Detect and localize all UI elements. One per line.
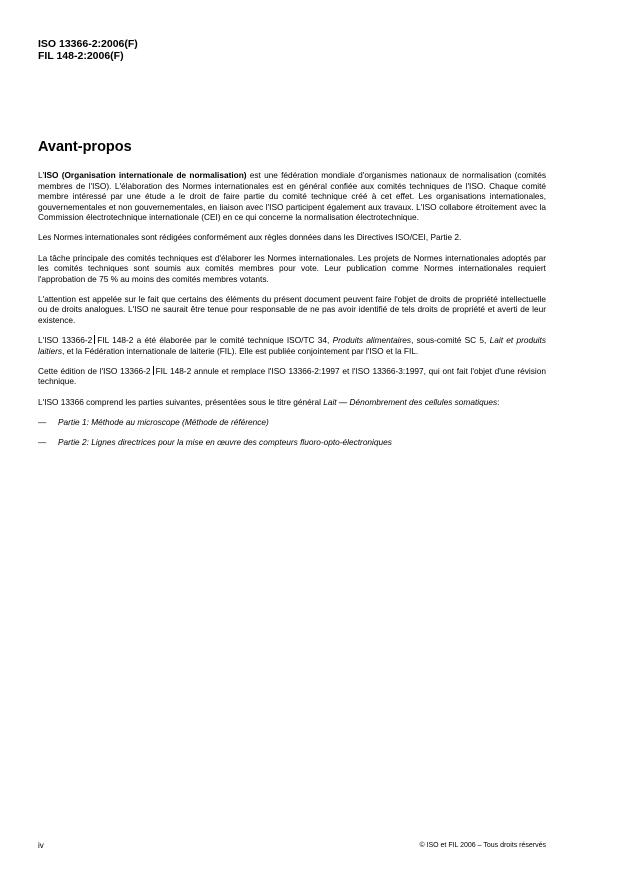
- p5-text-a: L'ISO 13366-2: [38, 335, 93, 346]
- p1-prefix: L': [38, 170, 45, 180]
- paragraph-iso-intro: [38, 170, 546, 223]
- foreword-body: [38, 170, 546, 458]
- p5-italic-milk: Lait et produits laitiers: [38, 335, 546, 356]
- copyright-notice: © ISO et FIL 2006 – Tous droits réservés: [419, 842, 546, 849]
- list-item-text: Partie 2: Lignes directrices pour la mise en œuvre des compteurs fluoro-opto-électroniques: [58, 437, 392, 448]
- p6-text-a: Cette édition de l'ISO 13366-2: [38, 365, 151, 376]
- document-header: [38, 38, 138, 62]
- separator-bar: [94, 335, 95, 344]
- list-item: [38, 437, 546, 448]
- p7-text-a: L'ISO 13366 comprend les parties suivantes, présentées sous le titre général: [38, 396, 324, 407]
- p1-text: est une fédération mondiale d'organismes nationaux de normalisation (comités membres de l'ISO). L'élaboration des Normes internationales est en général confiée aux comités techniques de l'ISO. Chaque comité membre intéressé par une étude a le droit de faire partie du comité technique créé à cet effet. Les organisations internationales, gouvernementales et non gouvernementales, en liaison avec l'ISO participent également aux travaux. L'ISO collabore étroitement avec la Commission électrotechnique internationale (CEI) en ce qui concerne la normalisation électrotechnique.: [38, 170, 547, 223]
- p5-text-b: FIL 148-2 a été élaborée par le comité technique ISO/TC 34,: [97, 335, 333, 346]
- paragraph-patent-notice: L'attention est appelée sur le fait que certains des éléments du présent document peuvent faire l'objet de droits de propriété intellectuelle ou de droits analogues. L'ISO ne saurait être tenue pour responsable de ne pas avoir identifié de tels droits de propriété et averti de leur existence.: [38, 293, 546, 326]
- p5-text-f: , et la Fédération internationale de laiterie (FIL). Elle est publiée conjointement par l'ISO et la FIL.: [61, 345, 419, 356]
- em-dash: —: [38, 416, 47, 427]
- p5-italic-food: Produits alimentaires: [332, 335, 412, 346]
- em-dash: —: [38, 437, 47, 448]
- paragraph-edition: [38, 366, 546, 387]
- paragraph-committees: La tâche principale des comités techniques est d'élaborer les Normes internationales. Les projets de Normes internationales adoptés par les comités techniques sont soumis aux comités membres pour vote. Leur publication comme Normes internationales requiert l'approbation de 75 % au moins des comités membres votants.: [38, 252, 546, 284]
- paragraph-directives: Les Normes internationales sont rédigées conformément aux règles données dans les Directives ISO/CEI, Partie 2.: [38, 232, 462, 243]
- page-number: iv: [38, 841, 44, 850]
- list-item-text: Partie 1: Méthode au microscope (Méthode de référence): [58, 416, 269, 427]
- list-item: [38, 417, 546, 428]
- header-iso-number: ISO 13366-2:2006(F): [38, 38, 138, 50]
- p6-text-b: FIL 148-2 annule et remplace l'ISO 13366-2:1997 et l'ISO 13366-3:1997, qui ont fait l'objet d'une révision technique.: [38, 365, 547, 387]
- separator-bar: [153, 366, 154, 375]
- paragraph-preparation: [38, 335, 546, 356]
- p7-text-c: :: [497, 396, 500, 407]
- p7-italic-title: Lait — Dénombrement des cellules somatiques: [323, 396, 498, 407]
- section-title: Avant-propos: [38, 139, 132, 155]
- paragraph-parts-intro: [38, 397, 546, 408]
- p1-bold-term: ISO (Organisation internationale de normalisation): [44, 170, 247, 180]
- p5-text-d: , sous-comité SC 5,: [411, 335, 490, 346]
- header-fil-number: FIL 148-2:2006(F): [38, 50, 124, 62]
